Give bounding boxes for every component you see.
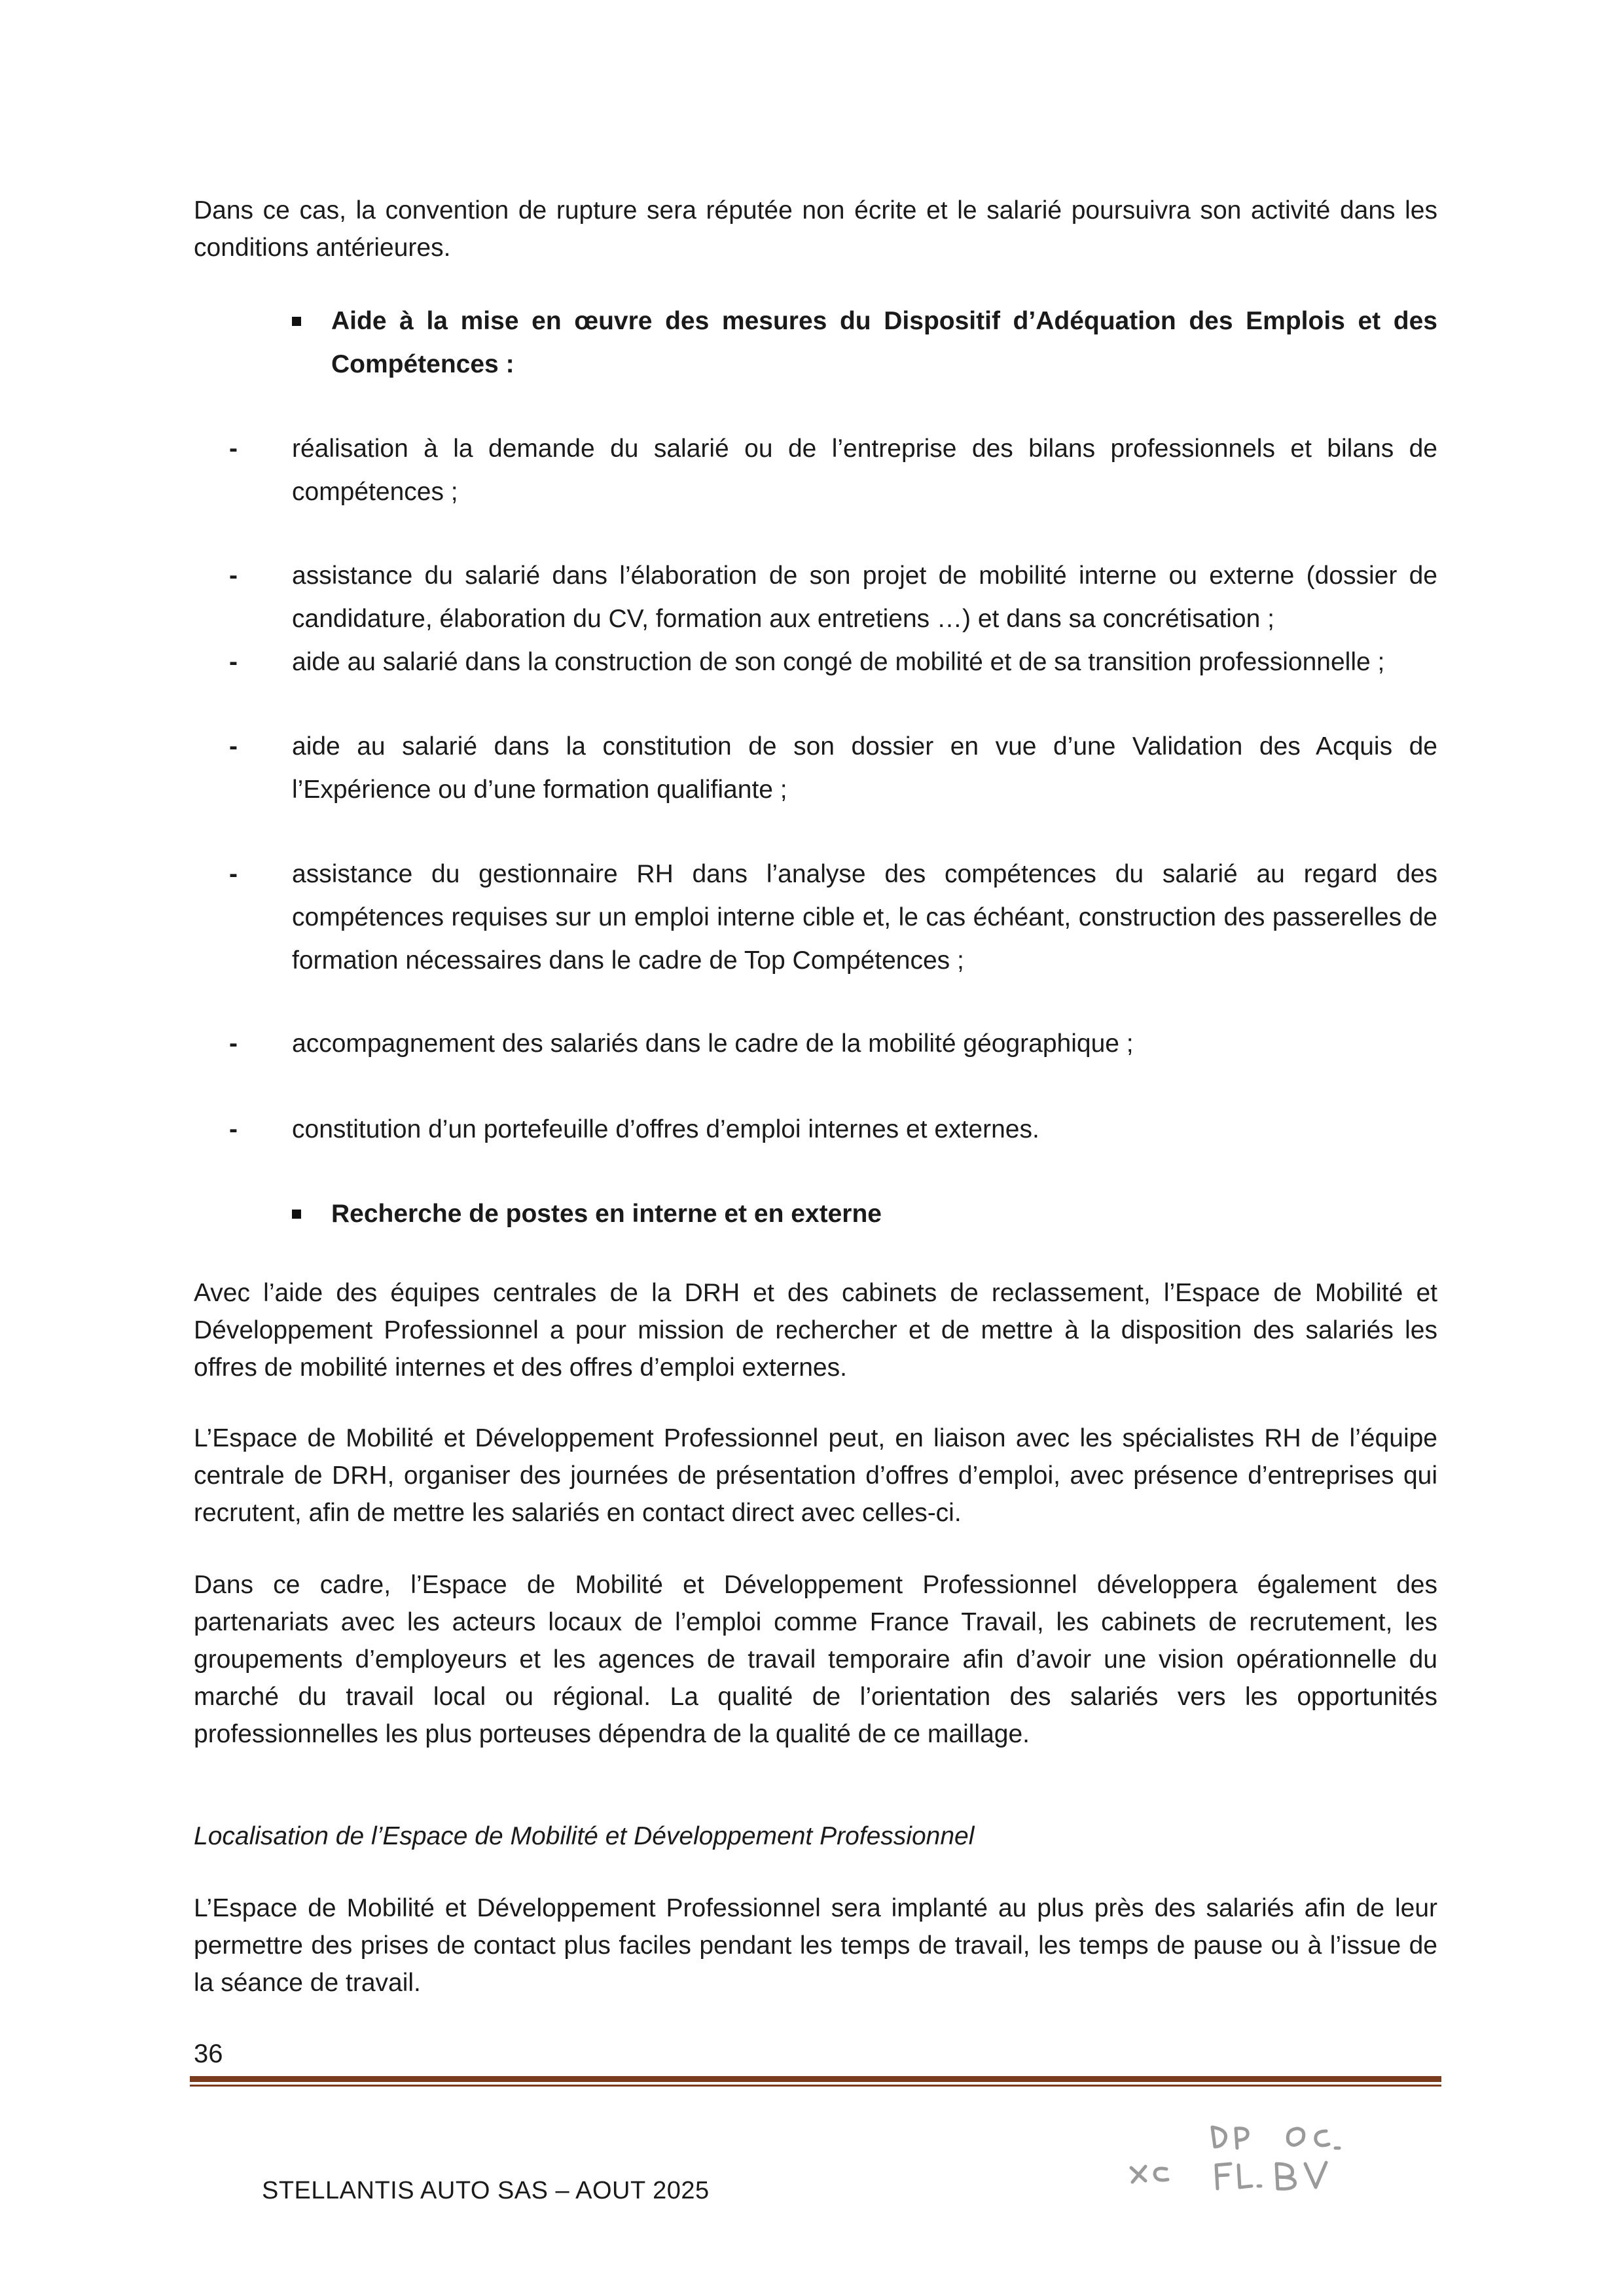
list-item xyxy=(229,1022,1437,1066)
list-item xyxy=(229,641,1437,684)
section-title-localisation: Localisation de l’Espace de Mobilité et Développement Professionnel xyxy=(194,1822,975,1850)
paragraph-implantation: L’Espace de Mobilité et Développement Professionnel sera implanté au plus près des salariés afin de leur permettre des prises de contact plus faciles pendant les temps de travail, les temps de pause ou à l’issue de la séance de travail. xyxy=(194,1894,1437,1997)
heading-recherche-text: Recherche de postes en interne et en externe xyxy=(331,1200,882,1228)
dash-bullet-icon: - xyxy=(229,435,238,463)
handwritten-initials-icon xyxy=(1126,2101,1388,2193)
square-bullet-icon xyxy=(292,1210,301,1219)
footer-company-date: STELLANTIS AUTO SAS – AOUT 2025 xyxy=(262,2177,710,2204)
square-bullet-icon xyxy=(292,317,301,326)
dash-bullet-icon: - xyxy=(229,860,238,888)
list-item xyxy=(229,853,1437,982)
dash-bullet-icon: - xyxy=(229,562,238,590)
paragraph-rupture: Dans ce cas, la convention de rupture sera réputée non écrite et le salarié poursuivra son activité dans les conditions antérieures. xyxy=(194,196,1437,262)
paragraph-mission: Avec l’aide des équipes centrales de la DRH et des cabinets de reclassement, l’Espace de Mobilité et Développement Professionnel a pour mission de rechercher et de mettre à la disposition des salariés les offres de mobilité internes et des offres d’emploi externes. xyxy=(194,1279,1437,1382)
footer-rule-thin xyxy=(190,2085,1441,2087)
footer-rule xyxy=(190,2076,1441,2082)
heading-dispositif-text: Aide à la mise en œuvre des mesures du Dispositif d’Adéquation des Emplois et des Compétences : xyxy=(331,307,1437,378)
list-item-text: réalisation à la demande du salarié ou de l’entreprise des bilans professionnels et bilans de compétences ; xyxy=(292,435,1437,506)
paragraph-journees: L’Espace de Mobilité et Développement Professionnel peut, en liaison avec les spécialistes RH de l’équipe centrale de DRH, organiser des journées de présentation d’offres d’emploi, avec présence d’entreprises qui recrutent, afin de mettre les salariés en contact direct avec celles-ci. xyxy=(194,1424,1437,1527)
list-item-text: aide au salarié dans la constitution de son dossier en vue d’une Validation des Acquis de l’Expérience ou d’une formation qualifiante ; xyxy=(292,732,1437,804)
list-item-text: accompagnement des salariés dans le cadre de la mobilité géographique ; xyxy=(292,1030,1134,1058)
page-number: 36 xyxy=(194,2039,223,2068)
list-item-text: aide au salarié dans la construction de son congé de mobilité et de sa transition professionnelle ; xyxy=(292,648,1385,676)
list-item-text: assistance du salarié dans l’élaboration de son projet de mobilité interne ou externe (dossier de candidature, élaboration du CV, formation aux entretiens …) et dans sa concrétisation ; xyxy=(292,562,1437,633)
list-item xyxy=(229,427,1437,514)
list-item xyxy=(229,554,1437,641)
paragraph-partenariats: Dans ce cadre, l’Espace de Mobilité et Développement Professionnel développera également des partenariats avec les acteurs locaux de l’emploi comme France Travail, les cabinets de recrutement, les groupements d’employeurs et les agences de travail temporaire afin d’avoir une vision opérationnelle du marché du travail local ou régional. La qualité de l’orientation des salariés vers les opportunités professionnelles les plus porteuses dépendra de la qualité de ce maillage. xyxy=(194,1571,1437,1748)
dash-bullet-icon: - xyxy=(229,732,238,761)
dash-bullet-icon: - xyxy=(229,1115,238,1143)
list-item-text: constitution d’un portefeuille d’offres d’emploi internes et externes. xyxy=(292,1115,1039,1143)
list-item-text: assistance du gestionnaire RH dans l’analyse des compétences du salarié au regard des compétences requises sur un emploi interne cible et, le cas échéant, construction des passerelles de formation nécessaires dans le cadre de Top Compétences ; xyxy=(292,860,1437,975)
heading-recherche xyxy=(292,1193,1437,1236)
list-item xyxy=(229,1108,1437,1151)
dash-bullet-icon: - xyxy=(229,648,238,676)
dash-bullet-icon: - xyxy=(229,1030,238,1058)
heading-dispositif xyxy=(292,300,1437,386)
list-item xyxy=(229,725,1437,812)
